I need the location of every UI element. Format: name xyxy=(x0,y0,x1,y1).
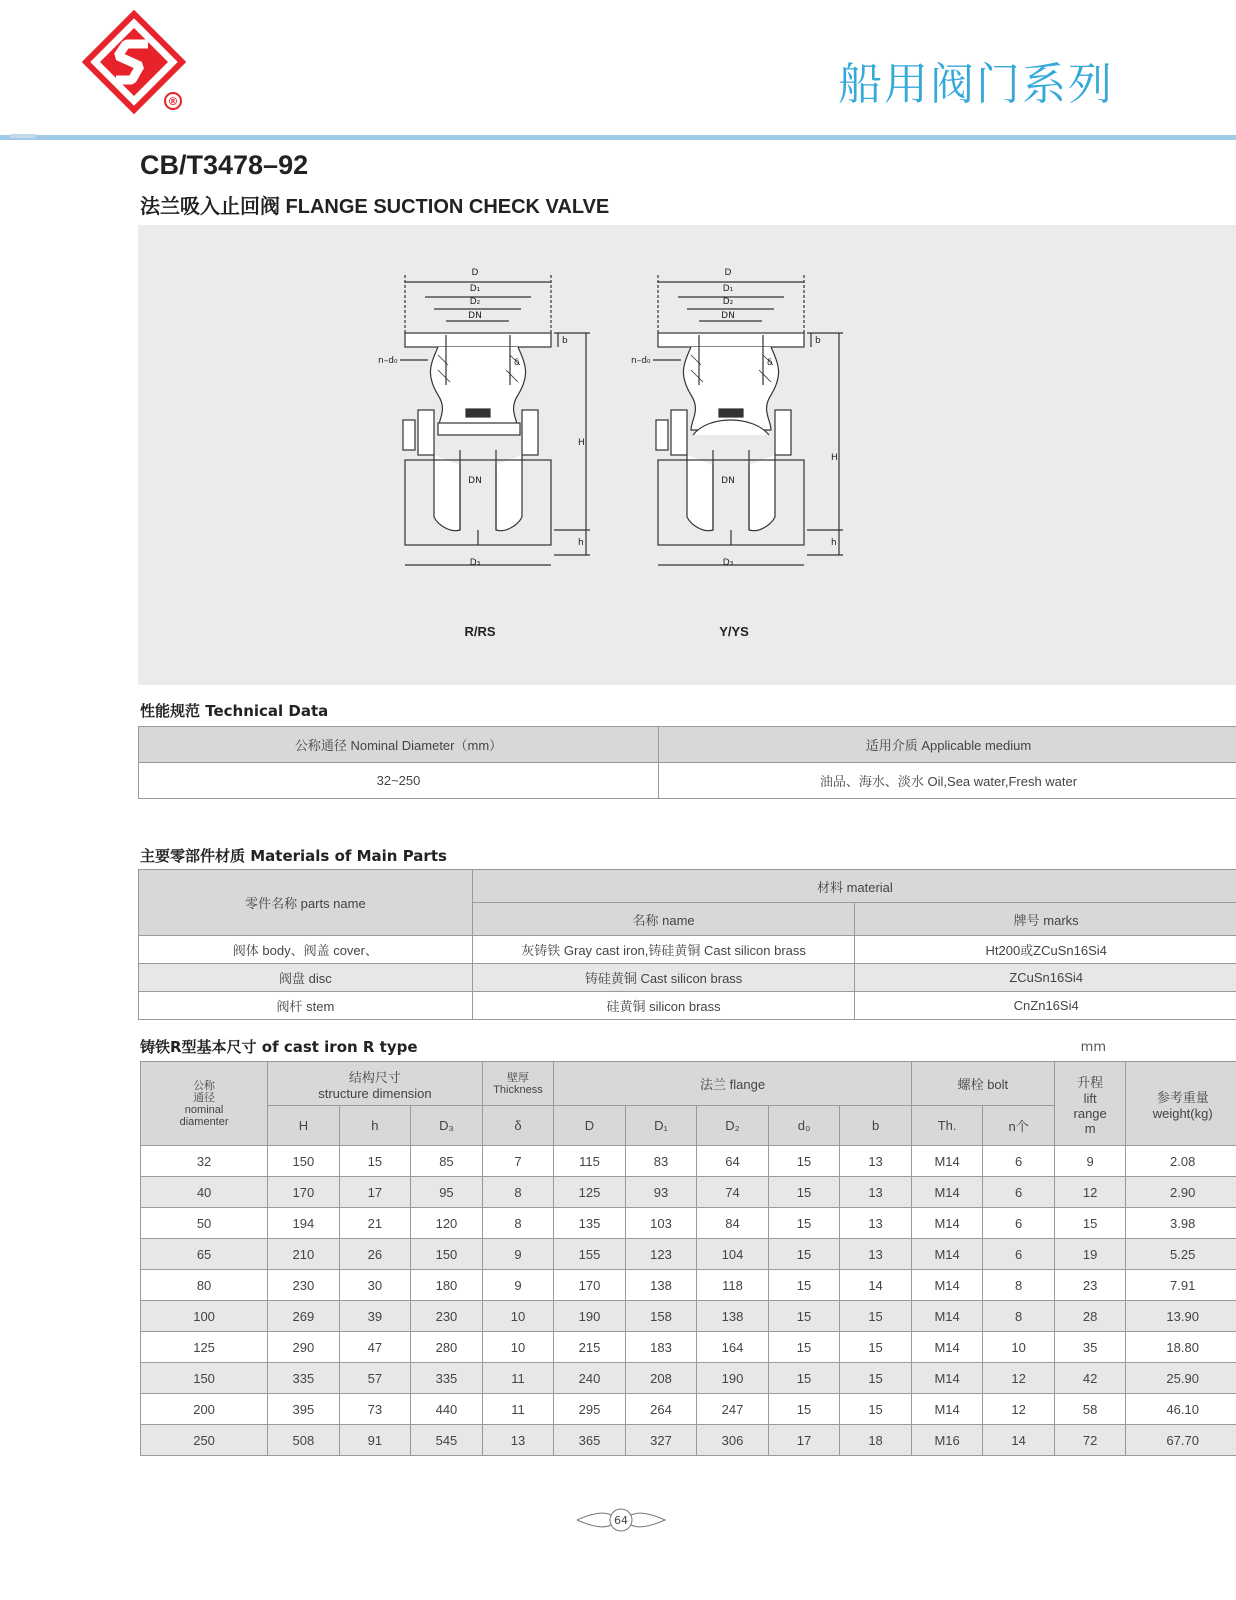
cell-h-upper: 194 xyxy=(268,1208,340,1239)
cell-bolt-count: 14 xyxy=(983,1425,1055,1456)
cell-d0: 15 xyxy=(768,1332,840,1363)
cell-delta: 10 xyxy=(482,1301,554,1332)
cell-nominal: 150 xyxy=(141,1363,268,1394)
cell-d: 365 xyxy=(554,1425,626,1456)
cell-h-upper: 210 xyxy=(268,1239,340,1270)
cell-d2: 190 xyxy=(697,1363,769,1394)
cell-weight: 67.70 xyxy=(1126,1425,1236,1456)
dimensions-table-body xyxy=(141,1146,1236,1456)
cell-delta: 9 xyxy=(482,1270,554,1301)
cell-delta: 8 xyxy=(482,1177,554,1208)
cell-weight: 3.98 xyxy=(1126,1208,1236,1239)
cell-weight: 18.80 xyxy=(1126,1332,1236,1363)
cell-nominal: 80 xyxy=(141,1270,268,1301)
cell-d1: 327 xyxy=(625,1425,697,1456)
cell-d: 155 xyxy=(554,1239,626,1270)
cell-lift: 9 xyxy=(1054,1146,1126,1177)
cell-h-lower: 21 xyxy=(339,1208,411,1239)
material-name-cell: 硅黄铜 silicon brass xyxy=(472,992,855,1020)
label-d2: D₂ xyxy=(469,297,481,307)
standard-code: CB/T3478–92 xyxy=(140,150,309,180)
cell-d2: 74 xyxy=(697,1177,769,1208)
technical-data-table xyxy=(138,726,1236,799)
part-name-cell: 阀杆 stem xyxy=(139,992,473,1020)
label-d1: D₁ xyxy=(722,284,734,294)
cell-weight: 25.90 xyxy=(1126,1363,1236,1394)
caption-rrs: R/RS xyxy=(464,624,496,639)
caption-yys: Y/YS xyxy=(719,624,749,639)
lift-range-header: 升程 lift range m xyxy=(1054,1062,1126,1146)
materials-table xyxy=(138,869,1236,1020)
cell-h-upper: 395 xyxy=(268,1394,340,1425)
valve-labels-rrs xyxy=(378,268,585,639)
col-bolt-count: n个 xyxy=(983,1106,1055,1146)
cell-weight: 2.08 xyxy=(1126,1146,1236,1177)
cell-weight: 2.90 xyxy=(1126,1177,1236,1208)
parts-name-header: 零件名称 parts name xyxy=(139,870,473,936)
material-marks-cell: CnZn16Si4 xyxy=(855,992,1236,1020)
cell-weight: 46.10 xyxy=(1126,1394,1236,1425)
cell-bolt-count: 8 xyxy=(983,1301,1055,1332)
applicable-medium-header: 适用介质 Applicable medium xyxy=(659,727,1236,763)
cell-nominal: 125 xyxy=(141,1332,268,1363)
cell-bolt-count: 10 xyxy=(983,1332,1055,1363)
cell-h-lower: 73 xyxy=(339,1394,411,1425)
cell-delta: 11 xyxy=(482,1394,554,1425)
cell-d3: 85 xyxy=(411,1146,483,1177)
col-h-lower: h xyxy=(339,1106,411,1146)
col-delta: δ xyxy=(482,1106,554,1146)
cell-b: 15 xyxy=(840,1332,912,1363)
valve-drawing xyxy=(138,225,1236,685)
cell-d0: 15 xyxy=(768,1270,840,1301)
col-d3: D₃ xyxy=(411,1106,483,1146)
unit-label: mm xyxy=(1080,1040,1106,1055)
cell-d2: 104 xyxy=(697,1239,769,1270)
bolt-header: 螺栓 bolt xyxy=(911,1062,1054,1106)
cell-delta: 13 xyxy=(482,1425,554,1456)
cell-d: 115 xyxy=(554,1146,626,1177)
cell-h-lower: 17 xyxy=(339,1177,411,1208)
cell-lift: 42 xyxy=(1054,1363,1126,1394)
cell-bolt-count: 8 xyxy=(983,1270,1055,1301)
cell-thread: M14 xyxy=(911,1332,983,1363)
cell-d3: 545 xyxy=(411,1425,483,1456)
cell-d3: 95 xyxy=(411,1177,483,1208)
valve-labels-yys xyxy=(631,268,838,639)
cell-bolt-count: 12 xyxy=(983,1363,1055,1394)
weight-header: 参考重量 weight(kg) xyxy=(1126,1062,1236,1146)
label-d1: D₁ xyxy=(469,284,481,294)
part-name-cell: 阀盘 disc xyxy=(139,964,473,992)
cell-weight: 13.90 xyxy=(1126,1301,1236,1332)
cell-h-upper: 508 xyxy=(268,1425,340,1456)
cell-d3: 230 xyxy=(411,1301,483,1332)
cell-lift: 19 xyxy=(1054,1239,1126,1270)
cell-d3: 335 xyxy=(411,1363,483,1394)
cell-h-upper: 150 xyxy=(268,1146,340,1177)
cell-bolt-count: 6 xyxy=(983,1146,1055,1177)
cell-delta: 11 xyxy=(482,1363,554,1394)
label-dn: DN xyxy=(468,311,482,321)
page-number-badge xyxy=(575,1505,667,1535)
label-dn-lower: DN xyxy=(721,476,735,486)
series-title: 船用阀门系列 xyxy=(838,59,1114,110)
cell-h-upper: 170 xyxy=(268,1177,340,1208)
label-nd0: n–d₀ xyxy=(378,356,398,366)
table-row xyxy=(141,1239,1236,1270)
cell-delta: 7 xyxy=(482,1146,554,1177)
table-row xyxy=(141,1363,1236,1394)
table-row xyxy=(141,1146,1236,1177)
cell-b: 18 xyxy=(840,1425,912,1456)
table-row xyxy=(141,1208,1236,1239)
label-dn: DN xyxy=(721,311,735,321)
cell-d1: 123 xyxy=(625,1239,697,1270)
label-h-lower: h xyxy=(578,538,584,548)
label-nd0: n–d₀ xyxy=(631,356,651,366)
cell-thread: M16 xyxy=(911,1425,983,1456)
cell-d0: 17 xyxy=(768,1425,840,1456)
cell-thread: M14 xyxy=(911,1177,983,1208)
cell-thread: M14 xyxy=(911,1239,983,1270)
cell-delta: 9 xyxy=(482,1239,554,1270)
nominal-diameter-value: 32~250 xyxy=(139,763,659,799)
dimensions-table xyxy=(140,1061,1236,1456)
cell-lift: 35 xyxy=(1054,1332,1126,1363)
cell-lift: 12 xyxy=(1054,1177,1126,1208)
cell-thread: M14 xyxy=(911,1301,983,1332)
label-h-upper: H xyxy=(831,453,838,463)
cell-d0: 15 xyxy=(768,1301,840,1332)
cell-d3: 440 xyxy=(411,1394,483,1425)
col-thread: Th. xyxy=(911,1106,983,1146)
nominal-diameter-header: 公称通径 Nominal Diameter（mm） xyxy=(139,727,659,763)
company-logo xyxy=(82,10,192,116)
cell-d3: 180 xyxy=(411,1270,483,1301)
cell-d: 170 xyxy=(554,1270,626,1301)
header-rule-mark xyxy=(10,134,36,138)
table-row xyxy=(141,1425,1236,1456)
cell-b: 13 xyxy=(840,1177,912,1208)
cell-d0: 15 xyxy=(768,1363,840,1394)
table-row xyxy=(141,1332,1236,1363)
cell-d0: 15 xyxy=(768,1239,840,1270)
label-b: b xyxy=(815,336,821,346)
registered-mark: ® xyxy=(167,95,179,108)
table-row xyxy=(141,1394,1236,1425)
cell-nominal: 40 xyxy=(141,1177,268,1208)
nominal-diameter-header: 公称 通径 nominal diamenter xyxy=(141,1062,268,1146)
cell-lift: 23 xyxy=(1054,1270,1126,1301)
cell-d1: 208 xyxy=(625,1363,697,1394)
cell-d1: 183 xyxy=(625,1332,697,1363)
cell-d2: 138 xyxy=(697,1301,769,1332)
table-row xyxy=(141,1177,1236,1208)
structure-dimension-header: 结构尺寸 structure dimension xyxy=(268,1062,483,1106)
material-name-header: 名称 name xyxy=(472,903,855,936)
cell-b: 14 xyxy=(840,1270,912,1301)
cell-weight: 7.91 xyxy=(1126,1270,1236,1301)
cell-h-lower: 15 xyxy=(339,1146,411,1177)
cell-bolt-count: 12 xyxy=(983,1394,1055,1425)
cell-thread: M14 xyxy=(911,1363,983,1394)
table-row xyxy=(141,1270,1236,1301)
cell-d: 125 xyxy=(554,1177,626,1208)
applicable-medium-value: 油品、海水、淡水 Oil,Sea water,Fresh water xyxy=(659,763,1236,799)
cell-bolt-count: 6 xyxy=(983,1208,1055,1239)
cell-d1: 93 xyxy=(625,1177,697,1208)
cell-d0: 15 xyxy=(768,1208,840,1239)
part-name-cell: 阀体 body、阀盖 cover、 xyxy=(139,936,473,964)
cell-d0: 15 xyxy=(768,1146,840,1177)
label-delta: δ xyxy=(767,358,773,368)
material-marks-header: 牌号 marks xyxy=(855,903,1236,936)
cell-h-upper: 290 xyxy=(268,1332,340,1363)
cell-thread: M14 xyxy=(911,1270,983,1301)
col-d0: d₀ xyxy=(768,1106,840,1146)
label-dn-lower: DN xyxy=(468,476,482,486)
valve-diagram-panel xyxy=(138,225,1236,685)
label-d3: D₃ xyxy=(722,558,734,568)
cell-d1: 83 xyxy=(625,1146,697,1177)
col-d2: D₂ xyxy=(697,1106,769,1146)
cell-d2: 84 xyxy=(697,1208,769,1239)
cell-d0: 15 xyxy=(768,1394,840,1425)
cell-d3: 120 xyxy=(411,1208,483,1239)
cell-h-upper: 335 xyxy=(268,1363,340,1394)
col-d1: D₁ xyxy=(625,1106,697,1146)
dimensions-title: 铸铁R型基本尺寸 of cast iron R type xyxy=(140,1038,418,1056)
label-delta: δ xyxy=(514,358,520,368)
cell-thread: M14 xyxy=(911,1146,983,1177)
cell-d1: 138 xyxy=(625,1270,697,1301)
cell-h-lower: 39 xyxy=(339,1301,411,1332)
label-h-upper: H xyxy=(578,438,585,448)
col-b: b xyxy=(840,1106,912,1146)
cell-weight: 5.25 xyxy=(1126,1239,1236,1270)
label-d2: D₂ xyxy=(722,297,734,307)
cell-b: 15 xyxy=(840,1363,912,1394)
cell-d1: 158 xyxy=(625,1301,697,1332)
cell-h-lower: 57 xyxy=(339,1363,411,1394)
cell-b: 13 xyxy=(840,1146,912,1177)
header-rule xyxy=(0,135,1236,140)
cell-d: 215 xyxy=(554,1332,626,1363)
cell-nominal: 100 xyxy=(141,1301,268,1332)
product-title: 法兰吸入止回阀 FLANGE SUCTION CHECK VALVE xyxy=(140,196,610,218)
cell-thread: M14 xyxy=(911,1394,983,1425)
cell-bolt-count: 6 xyxy=(983,1177,1055,1208)
cell-d2: 64 xyxy=(697,1146,769,1177)
label-b: b xyxy=(562,336,568,346)
cell-lift: 15 xyxy=(1054,1208,1126,1239)
cell-thread: M14 xyxy=(911,1208,983,1239)
table-row xyxy=(141,1301,1236,1332)
label-d: D xyxy=(471,268,479,278)
material-marks-cell: ZCuSn16Si4 xyxy=(855,964,1236,992)
cell-nominal: 50 xyxy=(141,1208,268,1239)
cell-d: 240 xyxy=(554,1363,626,1394)
cell-b: 13 xyxy=(840,1208,912,1239)
label-d3: D₃ xyxy=(469,558,481,568)
cell-d3: 280 xyxy=(411,1332,483,1363)
cell-h-upper: 269 xyxy=(268,1301,340,1332)
materials-title: 主要零部件材质 Materials of Main Parts xyxy=(140,847,447,865)
cell-h-lower: 26 xyxy=(339,1239,411,1270)
valve-drawing-yys xyxy=(653,275,843,565)
cell-bolt-count: 6 xyxy=(983,1239,1055,1270)
flange-header: 法兰 flange xyxy=(554,1062,912,1106)
cell-d: 295 xyxy=(554,1394,626,1425)
cell-d0: 15 xyxy=(768,1177,840,1208)
cell-d1: 264 xyxy=(625,1394,697,1425)
cell-h-lower: 30 xyxy=(339,1270,411,1301)
cell-d3: 150 xyxy=(411,1239,483,1270)
label-h-lower: h xyxy=(831,538,837,548)
cell-h-lower: 47 xyxy=(339,1332,411,1363)
cell-lift: 28 xyxy=(1054,1301,1126,1332)
cell-d2: 164 xyxy=(697,1332,769,1363)
cell-nominal: 32 xyxy=(141,1146,268,1177)
cell-nominal: 65 xyxy=(141,1239,268,1270)
cell-delta: 10 xyxy=(482,1332,554,1363)
cell-delta: 8 xyxy=(482,1208,554,1239)
cell-d: 190 xyxy=(554,1301,626,1332)
cell-b: 15 xyxy=(840,1394,912,1425)
page-number: 64 xyxy=(614,1514,628,1527)
cell-b: 15 xyxy=(840,1301,912,1332)
technical-data-title: 性能规范 Technical Data xyxy=(140,702,329,720)
material-header: 材料 material xyxy=(472,870,1236,903)
cell-nominal: 250 xyxy=(141,1425,268,1456)
valve-drawing-rrs xyxy=(400,275,590,565)
cell-b: 13 xyxy=(840,1239,912,1270)
thickness-header: 壁厚 Thickness xyxy=(482,1062,554,1106)
cell-d2: 247 xyxy=(697,1394,769,1425)
cell-lift: 58 xyxy=(1054,1394,1126,1425)
cell-d2: 306 xyxy=(697,1425,769,1456)
cell-d2: 118 xyxy=(697,1270,769,1301)
col-h-upper: H xyxy=(268,1106,340,1146)
col-d: D xyxy=(554,1106,626,1146)
label-d: D xyxy=(724,268,732,278)
cell-d: 135 xyxy=(554,1208,626,1239)
cell-h-upper: 230 xyxy=(268,1270,340,1301)
cell-h-lower: 91 xyxy=(339,1425,411,1456)
material-name-cell: 铸硅黄铜 Cast silicon brass xyxy=(472,964,855,992)
cell-d1: 103 xyxy=(625,1208,697,1239)
cell-nominal: 200 xyxy=(141,1394,268,1425)
material-marks-cell: Ht200或ZCuSn16Si4 xyxy=(855,936,1236,964)
cell-lift: 72 xyxy=(1054,1425,1126,1456)
material-name-cell: 灰铸铁 Gray cast iron,铸硅黄铜 Cast silicon brass xyxy=(472,936,855,964)
